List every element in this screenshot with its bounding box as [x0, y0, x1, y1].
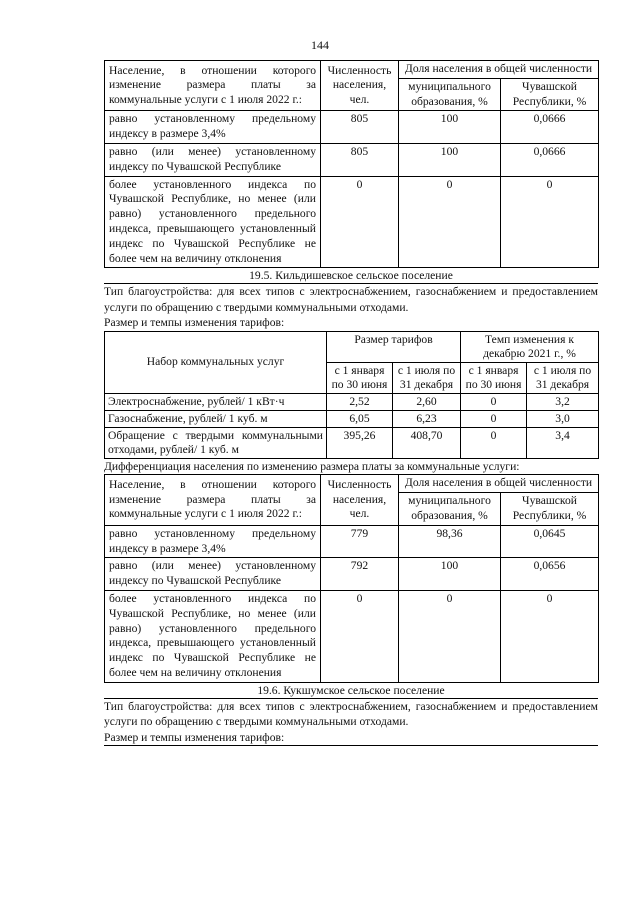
tariff-value: 6,23: [393, 410, 461, 427]
count-cell: 779: [321, 525, 399, 558]
row-label: равно (или менее) установленному индексу по Чувашской Республике: [105, 143, 321, 176]
header-municipal: муниципального образования, %: [399, 78, 501, 111]
row-label: равно (или менее) установленному индексу по Чувашской Республике: [105, 558, 321, 591]
growth-value: 0: [461, 410, 527, 427]
count-cell: 792: [321, 558, 399, 591]
republic-cell: 0: [501, 590, 599, 682]
count-cell: 805: [321, 143, 399, 176]
header-count: Численность населения, чел.: [321, 61, 399, 111]
header-services: Набор коммунальных услуг: [105, 331, 327, 393]
header-category: Население, в отношении которого изменение размера платы за коммунальные услуги с 1 июля 2022 г.:: [105, 475, 321, 525]
growth-value: 3,2: [527, 393, 599, 410]
tariff-value: 2,60: [393, 393, 461, 410]
table-row: [105, 111, 599, 144]
tariff-value: 395,26: [327, 427, 393, 458]
tariff-table: [104, 331, 599, 459]
tariffs-intro: Размер и темпы изменения тарифов:: [104, 730, 598, 747]
header-period-1: с 1 января по 30 июня: [327, 362, 393, 393]
republic-cell: 0: [501, 176, 599, 268]
table-row: [105, 590, 599, 682]
improvement-type-text: Тип благоустройства: для всех типов с электроснабжением, газоснабжением и предоставлением услуги по обращению с твердыми коммунальными отходами.: [104, 285, 598, 314]
growth-value: 0: [461, 427, 527, 458]
table-row: [105, 176, 599, 268]
tariffs-intro: Размер и темпы изменения тарифов:: [104, 316, 285, 330]
header-share-group: Доля населения в общей численности: [399, 475, 599, 493]
header-count: Численность населения, чел.: [321, 475, 399, 525]
header-category: Население, в отношении которого изменение размера платы за коммунальные услуги с 1 июля 2022 г.:: [105, 61, 321, 111]
municipal-cell: 98,36: [399, 525, 501, 558]
table-row: [105, 143, 599, 176]
table-row: [105, 427, 599, 458]
header-tariff-size: Размер тарифов: [327, 331, 461, 362]
page-content: [104, 60, 598, 746]
header-period-3: с 1 января по 30 июня: [461, 362, 527, 393]
header-share-group: Доля населения в общей численности: [399, 61, 599, 79]
table-row: [105, 525, 599, 558]
section-title: 19.6. Кукшумское сельское поселение: [104, 683, 598, 699]
municipal-cell: 100: [399, 558, 501, 591]
row-label: равно установленному предельному индексу в размере 3,4%: [105, 111, 321, 144]
improvement-type-text: Тип благоустройства: для всех типов с электроснабжением, газоснабжением и предоставлением услуги по обращению с твердыми коммунальными отходами.: [104, 699, 598, 729]
header-republic: Чувашской Республики, %: [501, 78, 599, 111]
republic-cell: 0,0645: [501, 525, 599, 558]
row-label: равно установленному предельному индексу в размере 3,4%: [105, 525, 321, 558]
growth-value: 3,4: [527, 427, 599, 458]
header-republic: Чувашской Республики, %: [501, 493, 599, 526]
service-name: Обращение с твердыми коммунальными отходами, рублей/ 1 куб. м: [105, 427, 327, 458]
municipal-cell: 0: [399, 590, 501, 682]
section-title: 19.5. Кильдишевское сельское поселение: [104, 268, 598, 284]
table-row: [105, 410, 599, 427]
municipal-cell: 100: [399, 143, 501, 176]
header-municipal: муниципального образования, %: [399, 493, 501, 526]
service-name: Электроснабжение, рублей/ 1 кВт·ч: [105, 393, 327, 410]
row-label: более установленного индекса по Чувашской Республике, но менее (или равно) установленного предельного индекса, превышающего установленный индекс по Чувашской Республике не более чем на величину отклонения: [105, 176, 321, 268]
service-name: Газоснабжение, рублей/ 1 куб. м: [105, 410, 327, 427]
differentiation-intro: Дифференциация населения по изменению размера платы за коммунальные услуги:: [104, 459, 520, 473]
header-period-4: с 1 июля по 31 декабря: [527, 362, 599, 393]
count-cell: 805: [321, 111, 399, 144]
count-cell: 0: [321, 590, 399, 682]
tariff-value: 408,70: [393, 427, 461, 458]
population-distribution-table-2: [104, 474, 599, 682]
growth-value: 3,0: [527, 410, 599, 427]
tariff-value: 2,52: [327, 393, 393, 410]
page-number: 144: [311, 38, 329, 52]
header-growth-rate: Темп изменения к декабрю 2021 г., %: [461, 331, 599, 362]
table-row: [105, 393, 599, 410]
republic-cell: 0,0666: [501, 111, 599, 144]
count-cell: 0: [321, 176, 399, 268]
growth-value: 0: [461, 393, 527, 410]
header-period-2: с 1 июля по 31 декабря: [393, 362, 461, 393]
tariff-value: 6,05: [327, 410, 393, 427]
republic-cell: 0,0666: [501, 143, 599, 176]
municipal-cell: 0: [399, 176, 501, 268]
municipal-cell: 100: [399, 111, 501, 144]
population-distribution-table-1: [104, 60, 599, 268]
row-label: более установленного индекса по Чувашской Республике, но менее (или равно) установленного предельного индекса, превышающего установленный индекс по Чувашской Республике не более чем на величину отклонения: [105, 590, 321, 682]
republic-cell: 0,0656: [501, 558, 599, 591]
table-row: [105, 558, 599, 591]
